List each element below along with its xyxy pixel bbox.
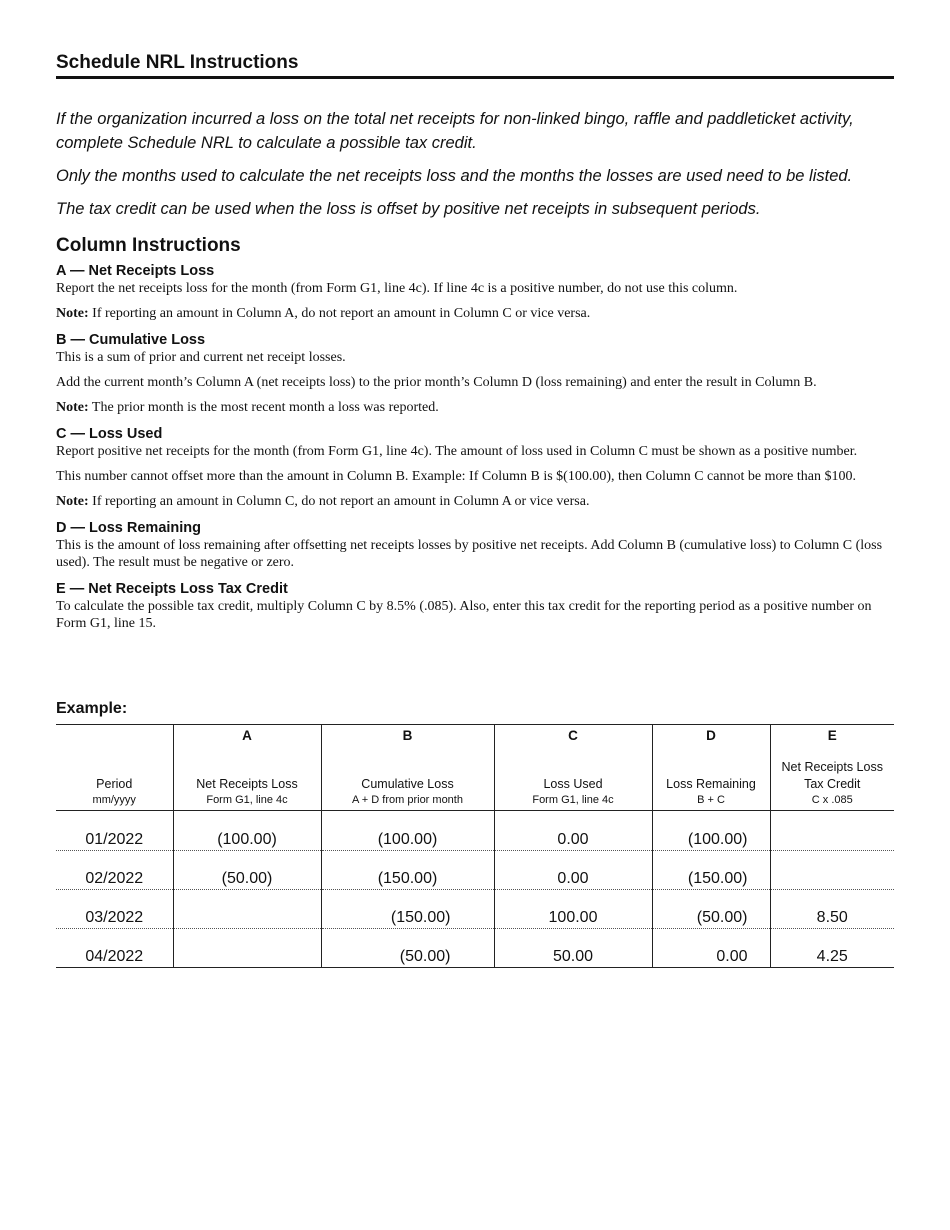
section-paragraph — [56, 468, 901, 485]
net-receipts-loss-cell — [173, 929, 321, 968]
net-receipts-loss-cell — [173, 890, 321, 929]
section-c — [56, 425, 901, 510]
column-formula: B + C — [652, 794, 770, 811]
table-row — [56, 890, 894, 929]
section-heading: A — Net Receipts Loss — [56, 263, 215, 279]
column-name: Period — [96, 777, 133, 791]
paragraph-text: Add the current month’s Column A (net receipts loss) to the prior month’s Column D (loss remaining) and enter the result in Column B. — [56, 375, 817, 390]
loss-remaining-cell: (150.00) — [652, 851, 770, 890]
tax-credit-cell: 8.50 — [770, 890, 894, 929]
intro-text — [56, 107, 894, 230]
column-name: Net Receipts Loss — [173, 743, 321, 794]
table-row — [56, 811, 894, 851]
note-text: If reporting an amount in Column A, do not report an amount in Column C or vice versa. — [88, 306, 591, 321]
column-formula: mm/yyyy — [56, 794, 173, 811]
loss-remaining-cell: (50.00) — [652, 890, 770, 929]
loss-used-cell: 0.00 — [494, 851, 652, 890]
column-letter: D — [652, 725, 770, 744]
column-letter: E — [770, 725, 894, 744]
section-paragraph — [56, 537, 901, 571]
section-note — [56, 399, 901, 416]
section-body — [56, 443, 901, 510]
period-cell: 04/2022 — [85, 948, 144, 965]
section-paragraph — [56, 374, 901, 391]
column-instructions — [56, 262, 901, 641]
column-formula: C x .085 — [770, 794, 894, 811]
section-paragraph — [56, 598, 901, 632]
section-d — [56, 519, 901, 571]
section-note — [56, 305, 901, 322]
tax-credit-cell — [770, 811, 894, 851]
period-cell: 02/2022 — [85, 870, 144, 887]
column-name-row — [56, 743, 894, 794]
section-heading: D — Loss Remaining — [56, 520, 202, 536]
section-body — [56, 349, 901, 416]
table-row — [56, 851, 894, 890]
column-formula: A + D from prior month — [321, 794, 494, 811]
section-body — [56, 537, 901, 571]
paragraph-text: Report the net receipts loss for the month (from Form G1, line 4c). If line 4c is a positive number, do not use this column. — [56, 281, 738, 296]
column-name: Cumulative Loss — [321, 743, 494, 794]
column-formula-row — [56, 794, 894, 811]
column-name: Loss Remaining — [652, 743, 770, 794]
note-label: Note: — [56, 306, 89, 321]
column-letter: A — [173, 725, 321, 744]
tax-credit-cell — [770, 851, 894, 890]
section-paragraph — [56, 349, 901, 366]
example-table — [56, 724, 894, 968]
intro-paragraph: The tax credit can be used when the loss is offset by positive net receipts in subsequent periods. — [56, 200, 761, 218]
section-body — [56, 598, 901, 632]
section-note — [56, 493, 901, 510]
section-heading: B — Cumulative Loss — [56, 332, 206, 348]
section-b — [56, 331, 901, 416]
loss-used-cell: 0.00 — [494, 811, 652, 851]
section-paragraph — [56, 443, 901, 460]
example-label: Example: — [56, 700, 128, 717]
table-row — [56, 929, 894, 968]
loss-used-cell: 50.00 — [494, 929, 652, 968]
paragraph-text: Report positive net receipts for the month (from Form G1, line 4c). The amount of loss used in Column C must be shown as a positive number. — [56, 444, 858, 459]
column-instructions-title: Column Instructions — [56, 235, 241, 256]
section-heading: E — Net Receipts Loss Tax Credit — [56, 581, 288, 597]
period-cell: 03/2022 — [85, 909, 144, 926]
page-title: Schedule NRL Instructions — [56, 52, 894, 79]
section-a — [56, 262, 901, 322]
section-heading: C — Loss Used — [56, 426, 163, 442]
note-text: If reporting an amount in Column C, do not report an amount in Column A or vice versa. — [88, 494, 590, 509]
intro-paragraph: If the organization incurred a loss on the total net receipts for non-linked bingo, raffle and paddleticket activity, complete Schedule NRL to calculate a possible tax credit. — [56, 110, 854, 152]
column-name-line: Net Receipts Loss — [781, 760, 883, 774]
section-body — [56, 280, 901, 322]
loss-used-cell: 100.00 — [494, 890, 652, 929]
paragraph-text: To calculate the possible tax credit, multiply Column C by 8.5% (.085). Also, enter this tax credit for the reporting period as a positive number on Form G1, line 15. — [56, 599, 872, 631]
loss-remaining-cell: (100.00) — [652, 811, 770, 851]
paragraph-text: This is the amount of loss remaining after offsetting net receipts losses by positive net receipts. Add Column B (cumulative loss) to Column C (loss used). The result must be negative or zero. — [56, 538, 883, 570]
tax-credit-cell: 4.25 — [770, 929, 894, 968]
column-formula: Form G1, line 4c — [173, 794, 321, 811]
column-name-line: Tax Credit — [804, 777, 861, 791]
column-name: Loss Used — [494, 743, 652, 794]
period-cell: 01/2022 — [85, 831, 144, 848]
paragraph-text: This is a sum of prior and current net receipt losses. — [56, 350, 346, 365]
loss-remaining-cell: 0.00 — [652, 929, 770, 968]
paragraph-text: This number cannot offset more than the amount in Column B. Example: If Column B is $(100.00), then Column C cannot be more than $100. — [56, 469, 856, 484]
cumulative-loss-cell: (50.00) — [321, 929, 494, 968]
note-text: The prior month is the most recent month a loss was reported. — [88, 400, 439, 415]
section-e — [56, 580, 901, 632]
net-receipts-loss-cell: (50.00) — [173, 851, 321, 890]
cumulative-loss-cell: (100.00) — [321, 811, 494, 851]
cumulative-loss-cell: (150.00) — [321, 890, 494, 929]
note-label: Note: — [56, 400, 89, 415]
column-letter: C — [494, 725, 652, 744]
column-letter: B — [321, 725, 494, 744]
column-name — [770, 743, 894, 794]
intro-paragraph: Only the months used to calculate the net receipts loss and the months the losses are used need to be listed. — [56, 167, 853, 185]
net-receipts-loss-cell: (100.00) — [173, 811, 321, 851]
cumulative-loss-cell: (150.00) — [321, 851, 494, 890]
column-formula: Form G1, line 4c — [494, 794, 652, 811]
section-paragraph — [56, 280, 901, 297]
column-letter-row — [56, 725, 894, 744]
column-letter — [56, 725, 173, 744]
note-label: Note: — [56, 494, 89, 509]
